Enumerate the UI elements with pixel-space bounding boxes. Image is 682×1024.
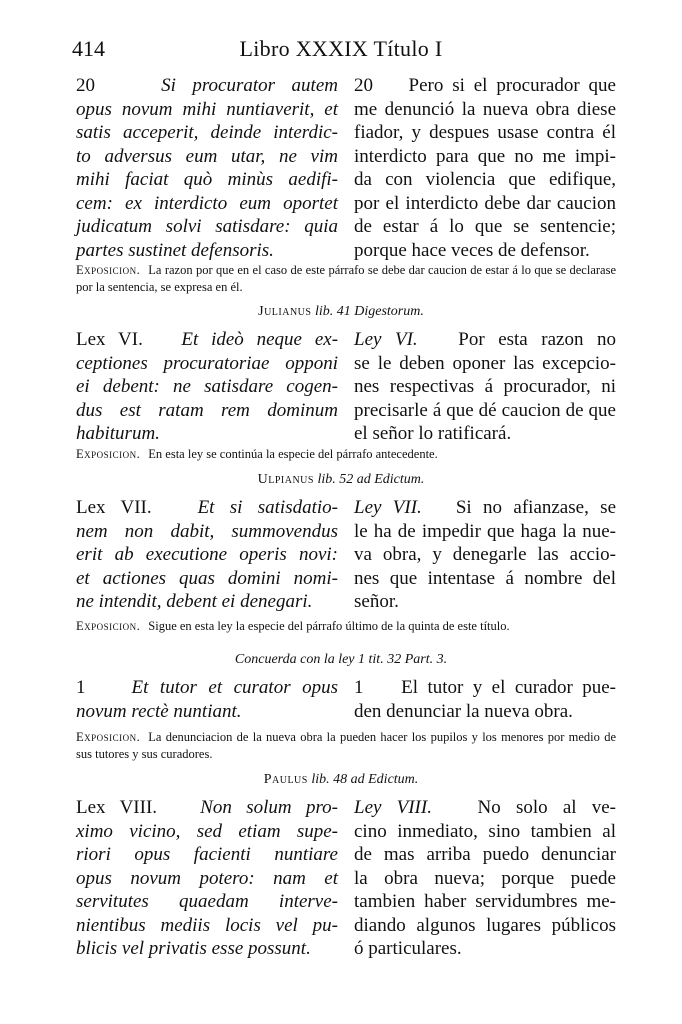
latin-line: riori opus facienti nuntiare xyxy=(76,844,338,865)
ley-heading: Ley VI. xyxy=(354,329,418,350)
latin-line: nem non dabit, summovendus xyxy=(76,520,338,542)
latin-line: servitutes quaedam interve- xyxy=(76,891,338,912)
exposicion-label: Exposicion. xyxy=(76,619,141,633)
lex-8-spanish xyxy=(354,796,616,961)
spanish-line: No solo al ve- xyxy=(477,797,616,818)
section-number: 1 xyxy=(354,677,364,698)
lex-8 xyxy=(76,796,616,961)
spanish-line: el señor lo ratificará. xyxy=(354,423,512,444)
source-citation xyxy=(0,772,682,788)
source-author: Ulpianus xyxy=(257,472,314,487)
page-header xyxy=(0,36,682,68)
latin-line: Et si satisdatio- xyxy=(197,497,338,518)
latin-line: blicis vel privatis esse possunt. xyxy=(76,938,311,959)
page-number: 414 xyxy=(72,36,105,61)
source-work: lib. 41 Digestorum. xyxy=(314,304,424,319)
source-citation xyxy=(0,304,682,320)
spanish-line: tambien haber servidumbres me- xyxy=(354,891,616,912)
spanish-line: se le deben oponer las excepcio- xyxy=(354,352,616,374)
spanish-line: Si no afianzase, se xyxy=(455,497,616,518)
latin-line: Non solum pro- xyxy=(200,797,338,818)
lex-heading: Lex VII. xyxy=(76,497,152,518)
exposicion-note xyxy=(76,446,616,463)
latin-line: ei debent: ne satisdare cogen- xyxy=(76,376,338,397)
source-author: Paulus xyxy=(263,772,308,787)
exposicion-label: Exposicion. xyxy=(76,730,141,744)
spanish-line: precisarle á que dé caucion de que xyxy=(354,399,616,421)
exposicion-label: Exposicion. xyxy=(76,447,141,461)
spanish-line: den denunciar la nueva obra. xyxy=(354,700,573,722)
latin-line: dus est ratam rem dominum xyxy=(76,399,338,421)
spanish-line: la obra nueva; porque puede xyxy=(354,867,616,889)
section-number: 20 xyxy=(76,75,95,96)
latin-line: Et ideò neque ex- xyxy=(181,329,339,350)
section-1-latin xyxy=(76,676,338,723)
source-citation xyxy=(0,472,682,488)
spanish-line: ó particulares. xyxy=(354,938,462,959)
latin-line: mihi faciat quò minùs aedifi- xyxy=(76,169,338,190)
section-number: 1 xyxy=(76,677,86,698)
latin-line: novum rectè nuntiant. xyxy=(76,700,242,722)
section-20-spanish xyxy=(354,74,616,262)
latin-line: nientibus mediis locis vel pu- xyxy=(76,914,338,936)
latin-line: habiturum. xyxy=(76,423,160,444)
latin-line: to adversus eum utar, ne vim xyxy=(76,145,338,167)
section-1 xyxy=(76,676,616,723)
spanish-line: Pero si el procurador que xyxy=(408,75,616,96)
exposicion-text: La razon por que en el caso de este párrafo se debe dar caucion de estar á lo que se declarase por la sentencia, se expresa en él. xyxy=(76,263,616,294)
spanish-line: diando algunos lugares públicos xyxy=(354,914,616,936)
spanish-line: cino inmediato, sino tambien al xyxy=(354,820,616,842)
lex-7 xyxy=(76,496,616,614)
lex-7-spanish xyxy=(354,496,616,614)
exposicion-note xyxy=(76,262,616,296)
lex-6-spanish xyxy=(354,328,616,446)
latin-line: erit ab executione operis novi: xyxy=(76,544,338,565)
section-20-latin xyxy=(76,74,338,262)
spanish-line: de estar á lo que se sentencie; xyxy=(354,216,616,237)
exposicion-text: La denunciacion de la nueva obra la pueden hacer los pupilos y los menores por medio de sus tutores y sus curadores. xyxy=(76,730,616,761)
section-1-spanish xyxy=(354,676,616,723)
spanish-line: da con violencia que edifique, xyxy=(354,169,616,190)
exposicion-text: Sigue en esta ley la especie del párrafo último de la quinta de este título. xyxy=(148,619,510,633)
latin-line: cem: ex interdicto eum oportet xyxy=(76,192,338,214)
spanish-line: va obra, y denegarle las accio- xyxy=(354,544,616,565)
latin-line: ceptiones procuratoriae opponi xyxy=(76,352,338,374)
latin-line: ximo vicino, sed etiam supe- xyxy=(76,820,338,842)
exposicion-text: En esta ley se continúa la especie del párrafo antecedente. xyxy=(148,447,438,461)
source-work: lib. 48 ad Edictum. xyxy=(311,772,419,787)
source-work: lib. 52 ad Edictum. xyxy=(317,472,425,487)
latin-line: partes sustinet defensoris. xyxy=(76,239,274,261)
spanish-line: señor. xyxy=(354,591,399,612)
section-number: 20 xyxy=(354,75,373,96)
ley-heading: Ley VIII. xyxy=(354,797,432,818)
source-author: Julianus xyxy=(258,304,312,319)
exposicion-note xyxy=(76,729,616,763)
lex-6 xyxy=(76,328,616,446)
lex-heading: Lex VIII. xyxy=(76,797,158,818)
spanish-line: le ha de impedir que haga la nue- xyxy=(354,520,616,542)
running-head: Libro XXXIX Título I xyxy=(239,36,443,61)
section-20 xyxy=(76,74,616,262)
spanish-line: Por esta razon no xyxy=(458,329,616,350)
latin-line: ne intendit, debent ei denegari. xyxy=(76,591,313,612)
spanish-line: nes respectivas á procurador, ni xyxy=(354,376,616,397)
lex-heading: Lex VI. xyxy=(76,329,143,350)
latin-line: Si procurator autem xyxy=(161,75,338,96)
latin-line: judicatum solvi satisdare: quia xyxy=(76,216,338,237)
concordance-text: Concuerda con la ley 1 tit. 32 Part. 3. xyxy=(234,652,448,667)
lex-7-latin xyxy=(76,496,338,614)
spanish-line: por el interdicto debe dar caucion xyxy=(354,192,616,214)
latin-line: opus novum mihi nuntiaverit, et xyxy=(76,98,338,120)
spanish-line: nes que intentase á nombre del xyxy=(354,567,616,589)
spanish-line: interdicto para que no me impi- xyxy=(354,145,616,167)
spanish-line: de mas arriba puedo denunciar xyxy=(354,844,616,865)
latin-line: et actiones quas domini nomi- xyxy=(76,567,338,589)
lex-6-latin xyxy=(76,328,338,446)
concordance-note xyxy=(0,652,682,668)
exposicion-note xyxy=(76,618,616,635)
spanish-line: El tutor y el curador pue- xyxy=(401,677,617,698)
exposicion-label: Exposicion. xyxy=(76,263,141,277)
lex-8-latin xyxy=(76,796,338,961)
latin-line: satis acceperit, deinde interdic- xyxy=(76,122,338,143)
latin-line: Et tutor et curator opus xyxy=(131,677,338,698)
latin-line: opus novum potero: nam et xyxy=(76,867,338,889)
spanish-line: me denunció la nueva obra diese xyxy=(354,98,616,120)
spanish-line: fiador, y despues usase contra él xyxy=(354,122,616,143)
spanish-line: porque hace veces de defensor. xyxy=(354,239,590,261)
ley-heading: Ley VII. xyxy=(354,497,422,518)
